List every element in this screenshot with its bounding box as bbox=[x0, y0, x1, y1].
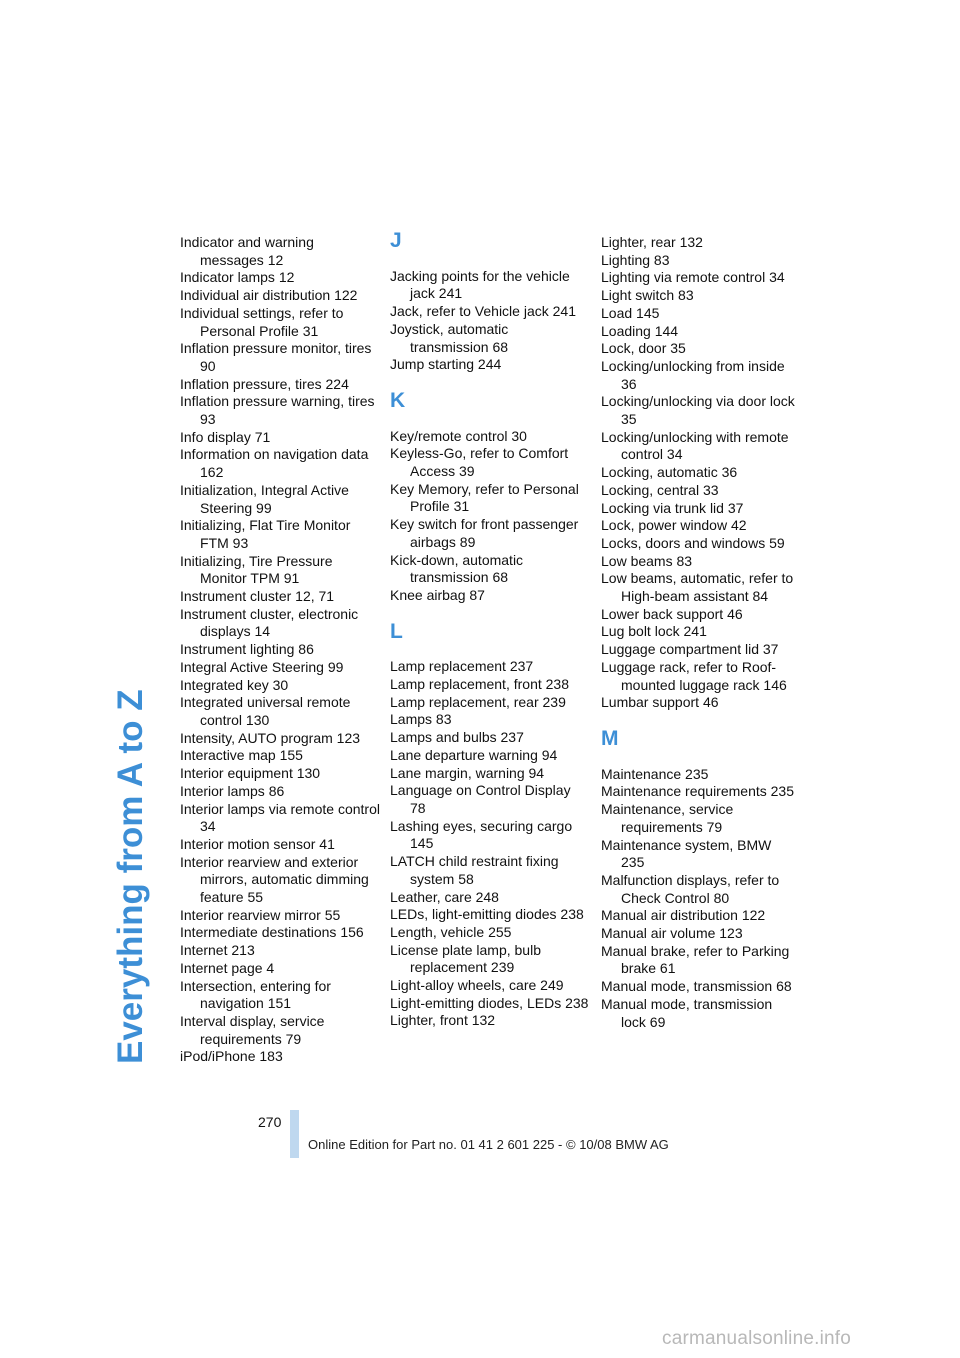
index-entry: Information on navigation data 162 bbox=[180, 446, 369, 481]
index-entry: Lug bolt lock 241 bbox=[601, 623, 707, 640]
index-entry: Lumbar support 46 bbox=[601, 694, 719, 711]
site-watermark: carmanualsonline.info bbox=[662, 1328, 852, 1349]
index-entry: LEDs, light-emitting diodes 238 bbox=[390, 906, 584, 923]
index-entry: Locking/unlocking with remote control 34 bbox=[601, 428, 789, 463]
index-entry: Key switch for front passenger airbags 89 bbox=[390, 516, 579, 550]
index-entry: Intensity, AUTO program 123 bbox=[180, 729, 361, 746]
index-entry: Interior motion sensor 41 bbox=[180, 835, 335, 852]
index-entry: Lock, door 35 bbox=[601, 340, 686, 357]
index-column-3 bbox=[601, 234, 797, 1031]
index-entry: Indicator and warning messages 12 bbox=[180, 234, 314, 268]
sidebar-title bbox=[94, 232, 154, 1062]
index-entry: Manual air volume 123 bbox=[601, 925, 743, 942]
index-entry: LATCH child restraint fixing system 58 bbox=[390, 853, 559, 887]
index-entry: Manual mode, transmission lock 69 bbox=[601, 995, 773, 1030]
index-entry: Knee airbag 87 bbox=[390, 586, 485, 603]
index-entry: Lock, power window 42 bbox=[601, 517, 747, 534]
index-entry: Manual air distribution 122 bbox=[601, 907, 766, 924]
index-entry: Instrument cluster 12, 71 bbox=[180, 588, 335, 605]
index-entry: Lighter, front 132 bbox=[390, 1012, 496, 1029]
index-entry: Key/remote control 30 bbox=[390, 427, 527, 444]
index-entry: Integrated universal remote control 130 bbox=[180, 694, 351, 728]
index-entry: Lamp replacement 237 bbox=[390, 658, 534, 675]
index-entry: Initializing, Flat Tire Monitor FTM 93 bbox=[180, 517, 351, 551]
page-number: 270 bbox=[258, 1114, 282, 1130]
index-entry: Instrument cluster, electronic displays 14 bbox=[180, 605, 359, 640]
index-entry: Interactive map 155 bbox=[180, 747, 303, 764]
index-entry: Integrated key 30 bbox=[180, 676, 289, 693]
index-entry: Locking via trunk lid 37 bbox=[601, 499, 744, 516]
index-entry: Low beams 83 bbox=[601, 552, 693, 569]
index-entry: Leather, care 248 bbox=[390, 888, 499, 905]
index-entry: Length, vehicle 255 bbox=[390, 923, 512, 940]
index-entry: Intersection, entering for navigation 151 bbox=[180, 977, 331, 1012]
index-entry: Interior equipment 130 bbox=[180, 765, 321, 782]
index-entry: Inflation pressure, tires 224 bbox=[180, 375, 349, 392]
index-entry: Jump starting 244 bbox=[390, 356, 502, 373]
section-letter-k: K bbox=[390, 388, 406, 412]
index-column-1 bbox=[180, 234, 380, 1066]
edition-footer: Online Edition for Part no. 01 41 2 601 225 - © 10/08 BMW AG bbox=[308, 1137, 669, 1152]
index-entry: Lower back support 46 bbox=[601, 605, 743, 622]
index-entry: Maintenance 235 bbox=[601, 765, 709, 782]
index-entry: Lamps and bulbs 237 bbox=[390, 729, 524, 746]
index-entry: Language on Control Display 78 bbox=[390, 782, 571, 816]
section-letter-l: L bbox=[390, 619, 403, 643]
index-entry: Low beams, automatic, refer to High-beam assistant 84 bbox=[601, 570, 794, 605]
index-entry: Lamp replacement, front 238 bbox=[390, 676, 569, 693]
index-entry: Individual air distribution 122 bbox=[180, 287, 358, 304]
index-entry: Interior lamps via remote control 34 bbox=[180, 800, 380, 835]
index-entry: Light switch 83 bbox=[601, 287, 694, 304]
index-entry: Loading 144 bbox=[601, 322, 679, 339]
index-entry: iPod/iPhone 183 bbox=[180, 1048, 283, 1065]
index-entry: Info display 71 bbox=[180, 428, 271, 445]
index-entry: Interval display, service requirements 79 bbox=[180, 1012, 325, 1047]
index-entry: Individual settings, refer to Personal Profile 31 bbox=[180, 304, 344, 339]
index-entry: Luggage compartment lid 37 bbox=[601, 641, 779, 658]
index-entry: Inflation pressure monitor, tires 90 bbox=[180, 340, 372, 374]
index-entry: Interior rearview mirror 55 bbox=[180, 906, 341, 923]
footer-marker-bar bbox=[290, 1110, 299, 1158]
index-entry: Indicator lamps 12 bbox=[180, 269, 295, 286]
index-entry: Malfunction displays, refer to Check Control 80 bbox=[601, 871, 780, 906]
index-entry: Manual mode, transmission 68 bbox=[601, 978, 792, 995]
index-entry: Maintenance requirements 235 bbox=[601, 783, 795, 800]
index-entry: Locking/unlocking from inside 36 bbox=[601, 357, 785, 392]
index-entry: Luggage rack, refer to Roof-mounted luggage rack 146 bbox=[601, 658, 787, 693]
index-entry: Lighting via remote control 34 bbox=[601, 269, 785, 286]
section-letter-j: J bbox=[390, 229, 402, 252]
index-entry: Lashing eyes, securing cargo 145 bbox=[390, 817, 573, 852]
index-entry: Light-emitting diodes, LEDs 238 bbox=[390, 994, 589, 1011]
index-entry: Integral Active Steering 99 bbox=[180, 658, 344, 675]
index-entry: Jacking points for the vehicle jack 241 bbox=[390, 267, 570, 302]
index-entry: Initialization, Integral Active Steering 99 bbox=[180, 481, 349, 516]
index-entry: Key Memory, refer to Personal Profile 31 bbox=[390, 480, 579, 515]
index-entry: Manual brake, refer to Parking brake 61 bbox=[601, 942, 790, 977]
index-entry: Locking/unlocking via door lock 35 bbox=[601, 393, 795, 428]
index-entry: Inflation pressure warning, tires 93 bbox=[180, 393, 375, 428]
index-entry: Keyless-Go, refer to Comfort Access 39 bbox=[390, 445, 569, 480]
index-entry: Initializing, Tire Pressure Monitor TPM 91 bbox=[180, 552, 333, 587]
index-entry: Maintenance, service requirements 79 bbox=[601, 801, 734, 835]
index-entry: Maintenance system, BMW 235 bbox=[601, 836, 772, 871]
index-entry: Locks, doors and windows 59 bbox=[601, 534, 785, 551]
index-entry: Internet 213 bbox=[180, 942, 255, 959]
index-entry: Kick-down, automatic transmission 68 bbox=[390, 551, 524, 586]
index-entry: Load 145 bbox=[601, 304, 660, 321]
index-entry: Locking, automatic 36 bbox=[601, 464, 738, 481]
index-entry: Intermediate destinations 156 bbox=[180, 924, 364, 941]
index-entry: Internet page 4 bbox=[180, 959, 275, 976]
index-entry: Locking, central 33 bbox=[601, 481, 719, 498]
index-entry: Lane departure warning 94 bbox=[390, 746, 558, 763]
index-entry: Joystick, automatic transmission 68 bbox=[390, 320, 509, 355]
index-entry: Lane margin, warning 94 bbox=[390, 764, 545, 781]
section-letter-m: M bbox=[601, 726, 619, 750]
index-entry: License plate lamp, bulb replacement 239 bbox=[390, 941, 541, 976]
index-entry: Lighting 83 bbox=[601, 251, 670, 268]
index-entry: Lighter, rear 132 bbox=[601, 234, 703, 250]
index-entry: Instrument lighting 86 bbox=[180, 641, 314, 658]
index-entry: Lamp replacement, rear 239 bbox=[390, 693, 566, 710]
index-entry: Interior lamps 86 bbox=[180, 782, 285, 799]
sidebar-title-text: Everything from A to Z bbox=[111, 689, 150, 1062]
index-entry: Light-alloy wheels, care 249 bbox=[390, 977, 564, 994]
index-column-2 bbox=[390, 229, 590, 1030]
index-entry: Lamps 83 bbox=[390, 711, 452, 728]
index-entry: Jack, refer to Vehicle jack 241 bbox=[390, 303, 576, 320]
index-entry: Interior rearview and exterior mirrors, automatic dimming feature 55 bbox=[180, 853, 369, 906]
